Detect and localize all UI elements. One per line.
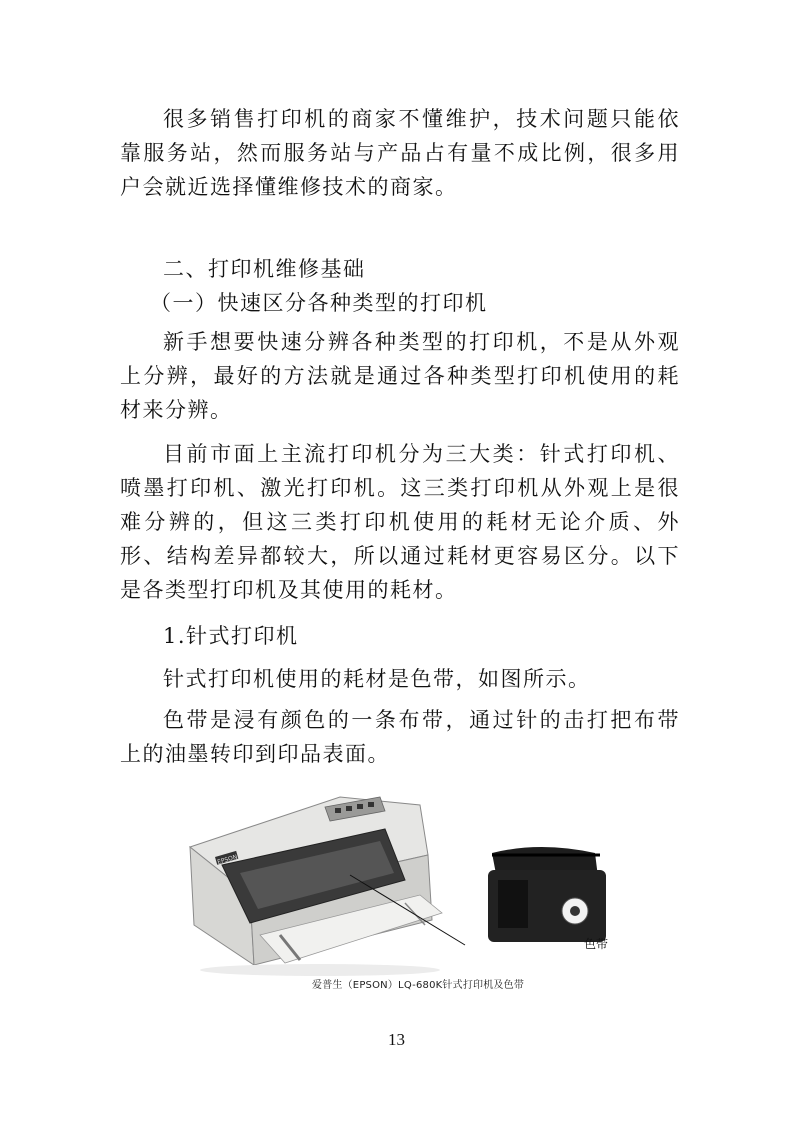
- dot-matrix-printer-image: [190, 797, 442, 976]
- paragraph-ribbon: 色带是浸有颜色的一条布带，通过针的击打把布带上的油墨转印到印品表面。: [120, 708, 680, 766]
- page-number: 13: [388, 1030, 405, 1049]
- figure-caption: 爱普生（EPSON）LQ-680K针式打印机及色带: [312, 980, 525, 991]
- subsection-heading: （一）快速区分各种类型的打印机: [150, 291, 488, 315]
- paragraph-intro: 很多销售打印机的商家不懂维护，技术问题只能依靠服务站，然而服务站与产品占有量不成比例，很多用户会就近选择懂维修技术的商家。: [120, 107, 680, 199]
- section-heading: 二、打印机维修基础: [163, 257, 366, 281]
- printer-ribbon-figure: [180, 785, 620, 985]
- paragraph-identify: 新手想要快速分辨各种类型的打印机，不是从外观上分辨，最好的方法就是通过各种类型打印机使用的耗材来分辨。: [120, 330, 680, 422]
- paragraph-consumable: 针式打印机使用的耗材是色带，如图所示。: [163, 667, 591, 691]
- printer-brand-label: EPSON: [216, 853, 239, 866]
- list-item-dot-matrix: 1.针式打印机: [163, 624, 299, 648]
- ribbon-cartridge-image: [488, 847, 606, 942]
- ribbon-label: 色带: [584, 937, 609, 951]
- paragraph-types: 目前市面上主流打印机分为三大类：针式打印机、喷墨打印机、激光打印机。这三类打印机从外观上是很难分辨的，但这三类打印机使用的耗材无论介质、外形、结构差异都较大，所以通过耗材更容易区分。以下是各类型打印机及其使用的耗材。: [120, 442, 680, 602]
